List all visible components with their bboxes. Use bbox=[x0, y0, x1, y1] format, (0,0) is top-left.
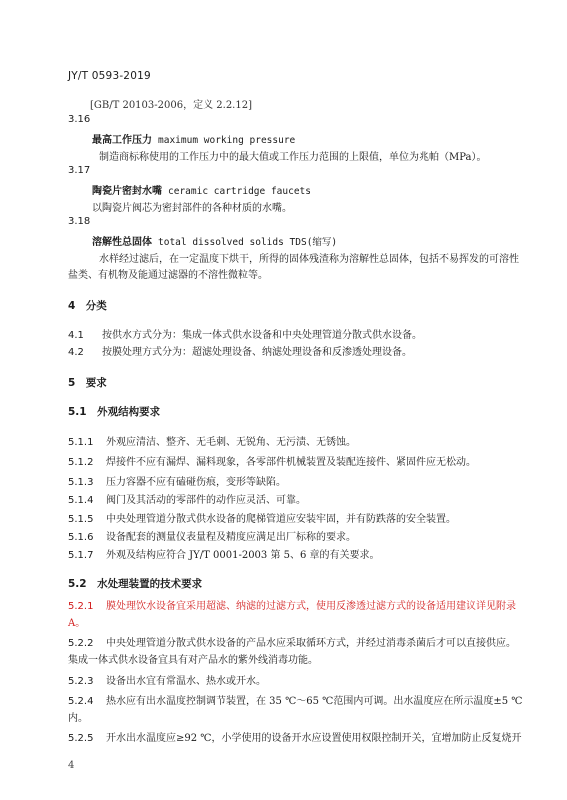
item-text-cont: 集成一体式供水设备宜具有对产品水的紫外线消毒功能。 bbox=[68, 655, 318, 666]
list-item bbox=[68, 634, 516, 649]
term-definition: 以陶瓷片阀芯为密封部件的各种材质的水嘴。 bbox=[92, 203, 292, 214]
standard-number: JY/T 0593-2019 bbox=[68, 70, 151, 82]
list-item bbox=[68, 473, 286, 488]
item-number: 5.1.5 bbox=[68, 514, 94, 525]
list-item bbox=[68, 326, 422, 341]
item-number: 5.1.7 bbox=[68, 550, 94, 561]
item-text: 按膜处理方式分为：超滤处理设备、纳滤处理设备和反渗透处理设备。 bbox=[102, 347, 412, 358]
item-number: 5.1.3 bbox=[68, 477, 94, 488]
item-text: 热水应有出水温度控制调节装置，在 35 ℃～65 ℃范围内可调。出水温度应在所示温度±5 ℃ bbox=[106, 696, 523, 707]
subsection-heading: 5.1 外观结构要求 bbox=[68, 406, 161, 418]
term-en: ceramic cartridge faucets bbox=[168, 186, 311, 197]
item-number: 5.2.2 bbox=[68, 638, 94, 649]
item-number: 5.2.5 bbox=[68, 733, 94, 744]
section-heading: 5 要求 bbox=[68, 377, 107, 389]
list-item bbox=[68, 510, 456, 525]
item-number: 5.2.3 bbox=[68, 676, 94, 687]
term-definition: 制造商标称使用的工作压力中的最大值或工作压力范围的上限值，单位为兆帕（MPa）。 bbox=[99, 152, 487, 163]
item-text: 外观应清洁、整齐、无毛刺、无锐角、无污渍、无锈蚀。 bbox=[106, 437, 356, 448]
item-number: 4.2 bbox=[68, 347, 84, 358]
term-number: 3.17 bbox=[68, 165, 91, 176]
term-en: maximum working pressure bbox=[158, 135, 296, 146]
term-definition: 水样经过滤后，在一定温度下烘干，所得的固体残渣称为溶解性总固体，包括不易挥发的可溶性 bbox=[99, 254, 519, 265]
list-item bbox=[68, 729, 521, 744]
list-item bbox=[68, 546, 380, 561]
item-text-cont: A。 bbox=[68, 618, 86, 629]
item-text: 外观及结构应符合 JY/T 0001-2003 第 5、6 章的有关要求。 bbox=[106, 550, 380, 561]
term-title bbox=[92, 233, 337, 248]
item-text: 压力容器不应有磕碰伤痕，变形等缺陷。 bbox=[106, 477, 286, 488]
term-number: 3.18 bbox=[68, 216, 91, 227]
item-number: 5.1.1 bbox=[68, 437, 94, 448]
page-number: 4 bbox=[68, 760, 75, 771]
item-number: 5.1.2 bbox=[68, 457, 94, 468]
item-text: 中央处理管道分散式供水设备的爬梯管道应安装牢固，并有防跌落的安全装置。 bbox=[106, 514, 456, 525]
item-text: 按供水方式分为：集成一体式供水设备和中央处理管道分散式供水设备。 bbox=[102, 330, 422, 341]
item-number: 5.1.6 bbox=[68, 532, 94, 543]
section-heading: 4 分类 bbox=[68, 300, 107, 312]
list-item bbox=[68, 343, 412, 358]
subsection-heading: 5.2 水处理装置的技术要求 bbox=[68, 578, 203, 590]
item-number: 4.1 bbox=[68, 330, 84, 341]
item-text: 开水出水温度应≥92 ℃，小学使用的设备开水应设置使用权限控制开关，宜增加防止反复烧开 bbox=[106, 733, 522, 744]
term-definition-cont: 盐类、有机物及能通过滤器的不溶性微粒等。 bbox=[68, 270, 268, 281]
item-text: 膜处理饮水设备宜采用超滤、纳滤的过滤方式，使用反渗透过滤方式的设备适用建议详见附录 bbox=[106, 601, 516, 612]
item-number: 5.2.4 bbox=[68, 696, 94, 707]
term-title bbox=[92, 131, 295, 146]
term-zh: 陶瓷片密封水嘴 bbox=[92, 186, 162, 197]
item-text: 设备配套的测量仪表量程及精度应满足出厂标称的要求。 bbox=[106, 532, 356, 543]
reference-line: [GB/T 20103-2006，定义 2.2.12] bbox=[90, 100, 252, 111]
list-item-highlight bbox=[68, 597, 516, 612]
item-text: 中央处理管道分散式供水设备的产品水应采取循环方式，并经过消毒杀菌后才可以直接供应。 bbox=[106, 638, 516, 649]
term-number: 3.16 bbox=[68, 114, 91, 125]
term-zh: 最高工作压力 bbox=[92, 135, 152, 146]
item-text: 焊接件不应有漏焊、漏料现象，各零部件机械装置及装配连接件、紧固件应无松动。 bbox=[106, 457, 476, 468]
list-item bbox=[68, 528, 356, 543]
list-item bbox=[68, 433, 356, 448]
item-number: 5.2.1 bbox=[68, 601, 94, 612]
item-text: 阀门及其活动的零部件的动作应灵活、可靠。 bbox=[106, 495, 306, 506]
term-en: total dissolved solids TDS(缩写) bbox=[158, 237, 338, 248]
item-number: 5.1.4 bbox=[68, 495, 94, 506]
list-item bbox=[68, 672, 266, 687]
term-zh: 溶解性总固体 bbox=[92, 237, 152, 248]
list-item bbox=[68, 453, 476, 468]
item-text: 设备出水宜有常温水、热水或开水。 bbox=[106, 676, 266, 687]
list-item bbox=[68, 491, 306, 506]
list-item bbox=[68, 692, 522, 707]
term-title bbox=[92, 182, 311, 197]
item-text-cont: 内。 bbox=[68, 713, 88, 724]
